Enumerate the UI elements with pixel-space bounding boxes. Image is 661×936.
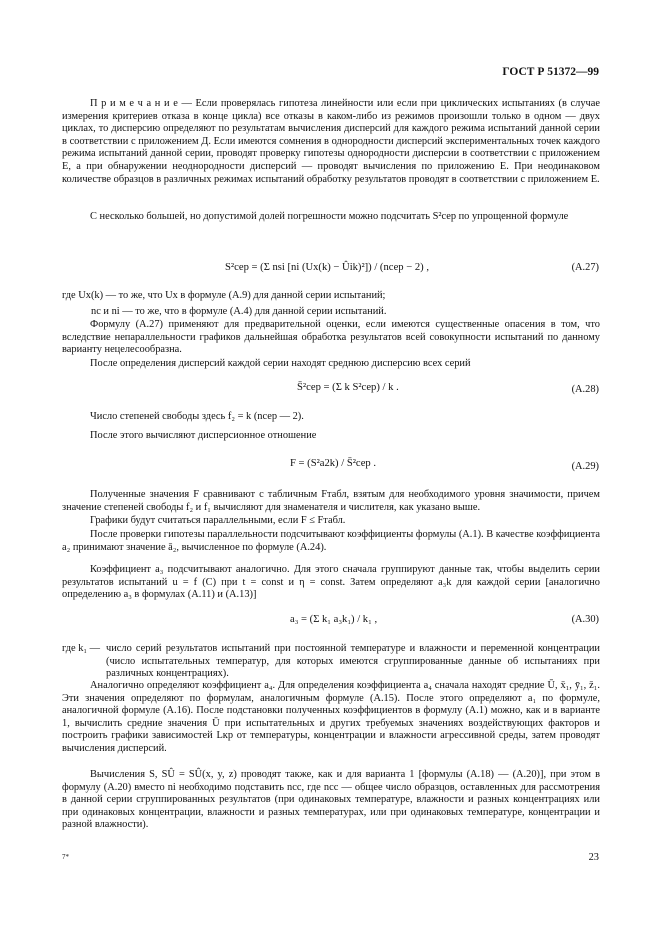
signature-mark: 7*	[62, 853, 69, 861]
where-text-k1: число серий результатов испытаний при постоянной температуре и влажности и переменной концентрации (число испытательных температур, для которых имеются сгруппированные данные об испытаниях при различных концентрациях).	[106, 643, 600, 680]
paragraph-coefficient-a2: После проверки гипотезы параллельности подсчитывают коэффициенты формулы (А.1). В качестве коэффициента a₂ принимают значение ā₂, вычисленное по формуле (А.24).	[62, 529, 600, 553]
where-label-k1: где k₁ —	[62, 643, 101, 654]
where-definition-k1	[62, 643, 600, 683]
standard-header: ГОСТ Р 51372—99	[502, 66, 599, 78]
equation-number-a29: (А.29)	[571, 461, 599, 472]
paragraph-calculations: Вычисления S, SÛ = SÛ(x, y, z) проводят также, как и для варианта 1 [формулы (А.18) — (А.20)], при этом в формулу (А.20) вместо ni необходимо подставить nсс, где nсс — общее число образцов, оставленных для рассмотрения в данной серии сгруппированных результатов (при одинаковых температуре, влажности и разных концентрациях или при одинаковых концентрации, влажности и разных температурах, или при одинаковых температуре, концентрации и разной влажности).	[62, 769, 600, 831]
paragraph-simplified-formula: С несколько большей, но допустимой долей погрешности можно подсчитать S²сер по упрощенной формуле	[90, 211, 569, 222]
equation-number-a28: (А.28)	[571, 384, 599, 395]
paragraph-parallel-condition: Графики будут считаться параллельными, если F ≤ Fтабл.	[90, 515, 346, 526]
page-number: 23	[588, 852, 599, 863]
equation-number-a27: (А.27)	[571, 262, 599, 273]
equation-a30: a₃ = (Σ k₁ a₃k₁) / k₁ ,	[290, 614, 378, 625]
paragraph-degrees-freedom: Число степеней свободы здесь f₂ = k (nсер — 2).	[90, 411, 304, 422]
paragraph-formula-usage: Формулу (А.27) применяют для предварительной оценки, если имеются существенные опасения в том, что вследствие непараллельности графиков дальнейшая обработка результатов всей совокупности испытаний по данному варианту нецелесообразна.	[62, 319, 600, 356]
equation-a29: F = (S²а2k) / S̄²сер .	[290, 458, 377, 469]
equation-a27: S²сер = (Σ nsi [ni (Ux(k) − Ûik)²]) / (nсер − 2) ,	[225, 262, 429, 273]
paragraph-mean-dispersion: После определения дисперсий каждой серии находят среднюю дисперсию всех серий	[90, 358, 471, 369]
where-definition-ux: где Ux(k) — то же, что Ux в формуле (А.9) для данной серии испытаний;	[62, 290, 386, 301]
where-definition-n: nс и ni — то же, что в формуле (А.4) для данной серии испытаний.	[91, 306, 387, 317]
equation-number-a30: (А.30)	[571, 614, 599, 625]
equation-a28: S̄²сер = (Σ k S²сер) / k .	[297, 382, 399, 393]
paragraph-coefficient-a3: Коэффициент a₃ подсчитывают аналогично. Для этого сначала группируют данные так, чтобы выделить серии результатов испытаний u = f (C) при t = const и η = const. Затем определяют a₃k для каждой серии [аналогично определению a₃ в формулах (А.11) и (А.13)]	[62, 564, 600, 601]
paragraph-table-comparison: Полученные значения F сравнивают с табличным Fтабл, взятым для необходимого уровня значимости, причем значение степеней свободы f₂ и f₁ вычисляют для знаменателя и числителя, как указано выше.	[62, 489, 600, 513]
note-paragraph: П р и м е ч а н и е — Если проверялась гипотеза линейности или если при циклических испытаниях (в случае измерения критериев отказа в конце цикла) все отказы в каком-либо из режимов произошли только в одном — двух циклах, то дисперсию определяют по результатам вычисления дисперсий для каждого режима испытаний данной серии в соответствии с приложением Д. Если имеются сомнения в однородности дисперсий экспериментальных точек каждого режима испытаний данной серии, проводят проверку гипотезы однородности дисперсии в соответствии с приложением Е, а при обнаружении неоднородности дисперсий — проводят вычисления по приложению Е. При неодинаковом количестве образцов в различных режимах испытаний обработку результатов проводят в соответствии с приложением Е.	[62, 98, 600, 185]
paragraph-dispersion-ratio: После этого вычисляют дисперсионное отношение	[90, 430, 317, 441]
paragraph-coefficient-a4: Аналогично определяют коэффициент a₄. Для определения коэффициента a₄ сначала находят средние Ū, x̄₁, ȳ₁, z̄₁. Эти значения определяют по формулам, аналогичным формуле (А.15). После этого определяют a₁ по формуле, аналогичной формуле (А.16). После подстановки полученных коэффициентов в формулу (А.1) можно, как и в варианте 1, вычислить средние значения Ū при испытательных и других требуемых значениях воздействующих факторов и построить графики зависимостей Lкр от температуры, концентрации и влажности агрессивной среды, затем проводят вычисления дисперсий.	[62, 680, 600, 754]
